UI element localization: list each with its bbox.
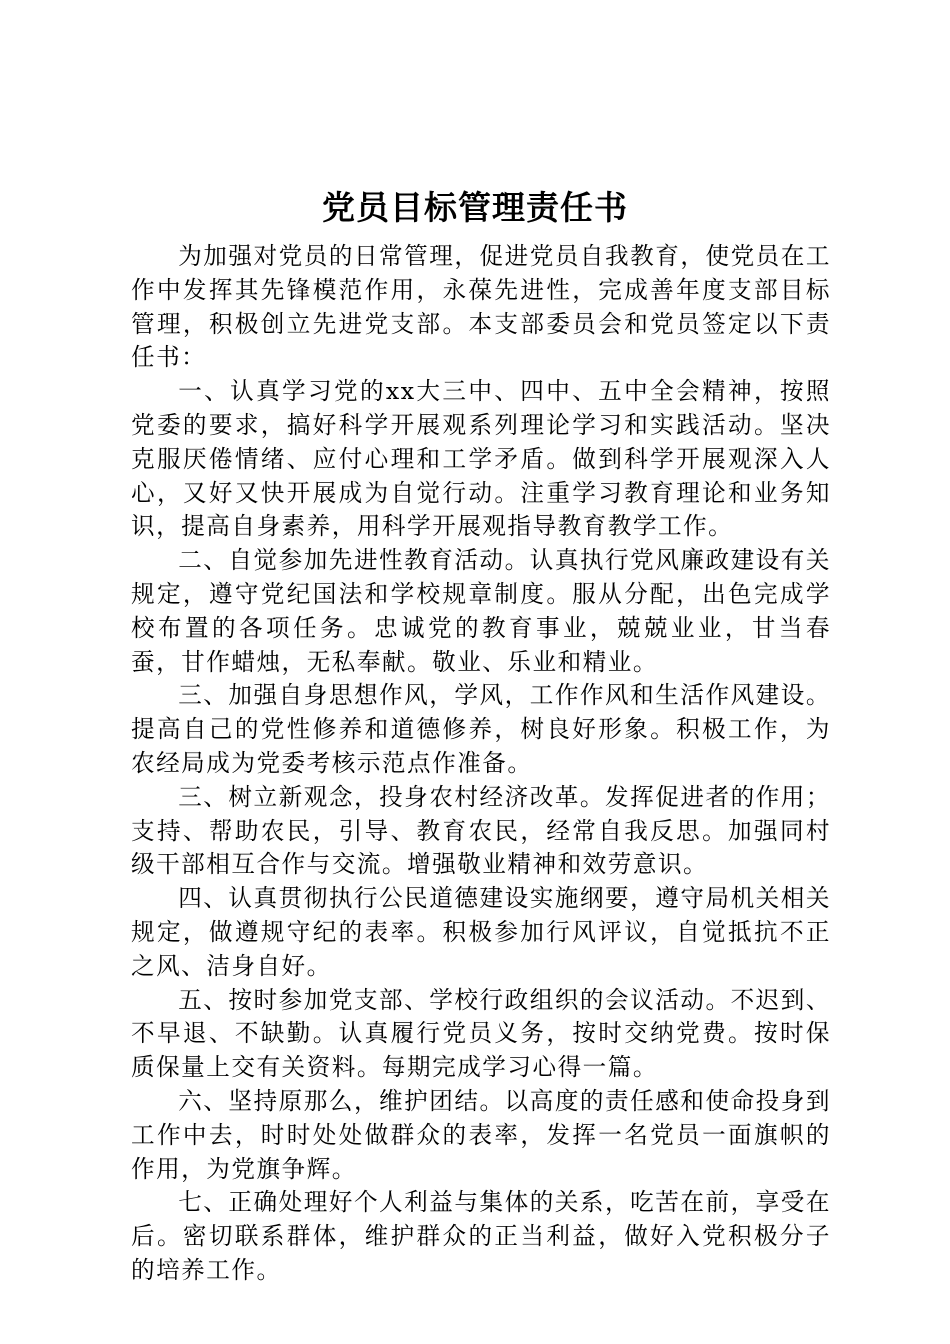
paragraph-item-7: 七、正确处理好个人利益与集体的关系，吃苦在前，享受在后。密切联系群体，维护群众的正当利益，做好入党积极分子的培养工作。 <box>131 1188 831 1284</box>
paragraph-item-1: 一、认真学习党的xx大三中、四中、五中全会精神，按照党委的要求，搞好科学开展观系列理论学习和实践活动。坚决克服厌倦情绪、应付心理和工学矛盾。做到科学开展观深入人心，又好又快开展成为自觉行动。注重学习教育理论和业务知识，提高自身素养，用科学开展观指导教育教学工作。 <box>131 377 831 541</box>
paragraph-item-3b: 三、树立新观念，投身农村经济改革。发挥促进者的作用；支持、帮助农民，引导、教育农民，经常自我反思。加强同村级干部相互合作与交流。增强敬业精神和效劳意识。 <box>131 782 831 879</box>
document-body <box>131 240 831 1288</box>
paragraph-item-3: 三、加强自身思想作风，学风，工作作风和生活作风建设。提高自己的党性修养和道德修养，树良好形象。积极工作，为农经局成为党委考核示范点作准备。 <box>131 681 831 777</box>
paragraph-item-6: 六、坚持原那么，维护团结。以高度的责任感和使命投身到工作中去，时时处处做群众的表率，发挥一名党员一面旗帜的作用，为党旗争辉。 <box>131 1086 831 1183</box>
document-title: 党员目标管理责任书 <box>322 188 628 227</box>
paragraph-intro: 为加强对党员的日常管理，促进党员自我教育，使党员在工作中发挥其先锋模范作用，永葆先进性，完成善年度支部目标管理，积极创立先进党支部。本支部委员会和党员签定以下责任书： <box>131 242 831 372</box>
paragraph-item-4: 四、认真贯彻执行公民道德建设实施纲要，遵守局机关相关规定，做遵规守纪的表率。积极参加行风评议，自觉抵抗不正之风、洁身自好。 <box>131 884 831 980</box>
paragraph-item-5: 五、按时参加党支部、学校行政组织的会议活动。不迟到、不早退、不缺勤。认真履行党员义务，按时交纳党费。按时保质保量上交有关资料。每期完成学习心得一篇。 <box>131 985 831 1082</box>
paragraph-item-2: 二、自觉参加先进性教育活动。认真执行党风廉政建设有关规定，遵守党纪国法和学校规章制度。服从分配，出色完成学校布置的各项任务。忠诚党的教育事业，兢兢业业，甘当春蚕，甘作蜡烛，无私奉献。敬业、乐业和精业。 <box>131 546 831 676</box>
